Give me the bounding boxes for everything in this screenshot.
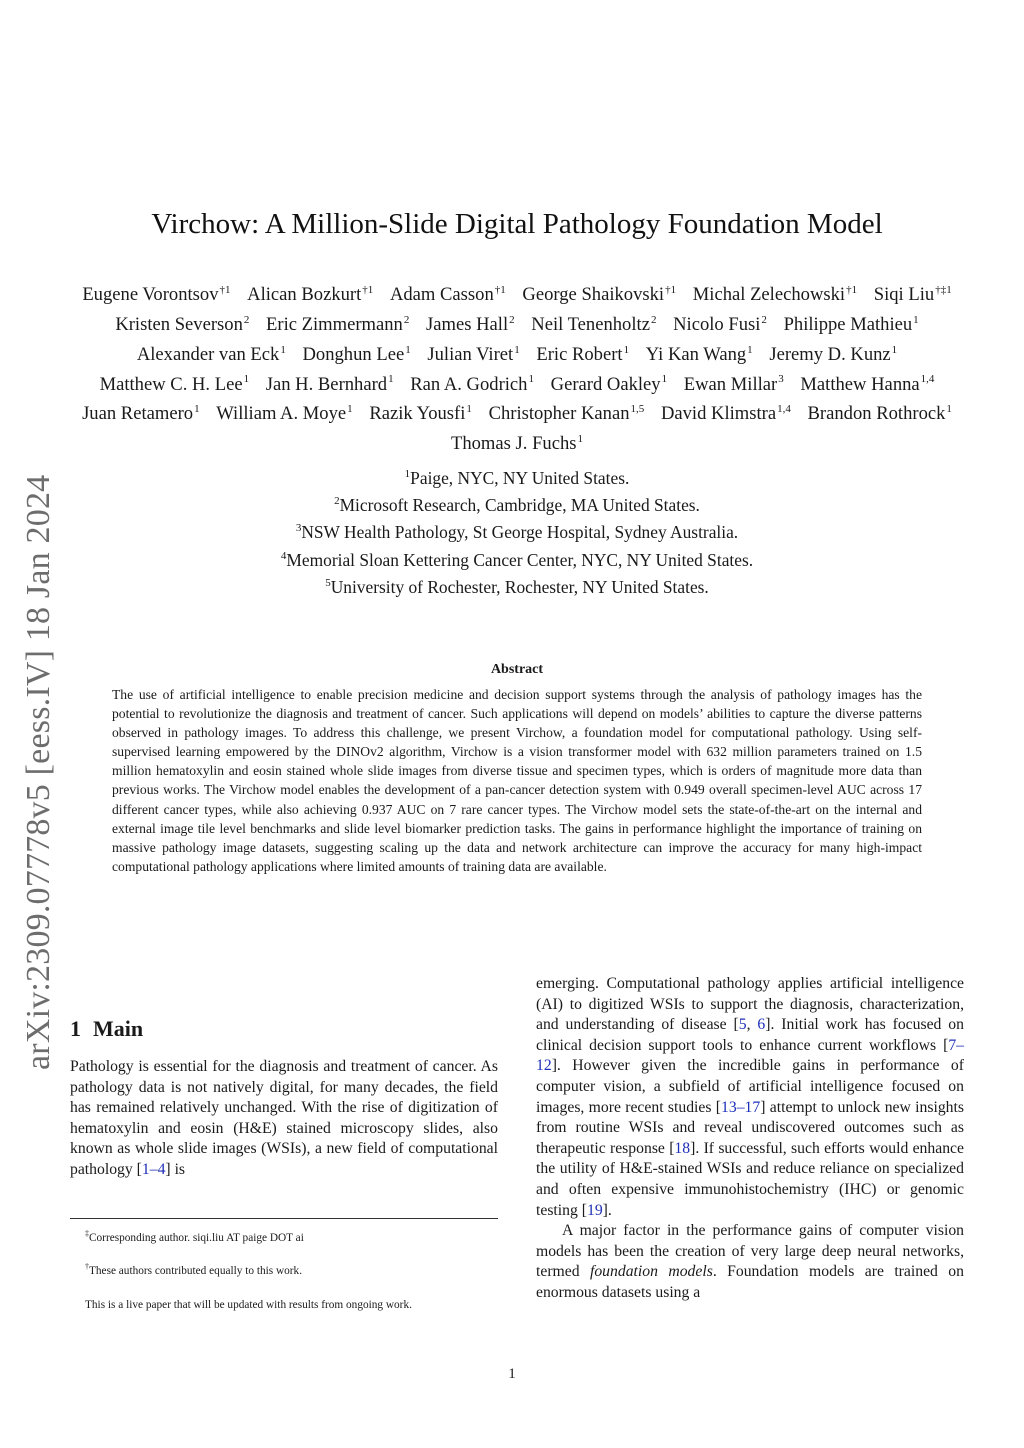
author-name	[100, 374, 250, 395]
author-list	[70, 278, 964, 457]
main-paragraph-3	[536, 1221, 964, 1303]
footnote-marker: ‡	[85, 1229, 89, 1238]
author-name-text: Juan Retamero	[82, 403, 194, 425]
author-name	[693, 284, 857, 305]
citation-link[interactable]: 18	[674, 1139, 691, 1157]
author-name-text: George Shaikovski	[522, 284, 665, 306]
author-name-text: Ewan Millar	[683, 373, 778, 395]
author-affiliation-marker: 1	[194, 403, 200, 416]
affiliation-marker: 3	[295, 522, 302, 535]
author-name-text: Brandon Rothrock	[807, 403, 946, 425]
author-name-text: Eugene Vorontsov	[82, 284, 219, 306]
section-number: 1	[70, 1016, 81, 1041]
author-affiliation-marker: 1	[280, 343, 286, 356]
author-affiliation-marker: 1	[405, 343, 411, 356]
author-affiliation-marker: 1	[577, 432, 583, 445]
author-affiliation-marker: 1,4	[920, 373, 935, 386]
author-name-text: Yi Kan Wang	[645, 343, 747, 365]
author-name-text: Donghun Lee	[302, 343, 405, 365]
paragraph-text: ,	[746, 1016, 758, 1034]
author-name	[684, 374, 784, 395]
author-affiliation-marker: 1	[661, 373, 668, 386]
affiliation-text: University of Rochester, Rochester, NY United States.	[330, 576, 709, 597]
author-name	[427, 344, 519, 365]
author-name	[536, 344, 629, 365]
author-affiliation-marker: 2	[243, 313, 250, 326]
author-name-text: Eric Zimmermann	[266, 313, 403, 335]
author-affiliation-marker: †1	[846, 284, 858, 296]
author-name	[266, 374, 394, 395]
author-name-text: Matthew Hanna	[800, 373, 920, 395]
author-name	[247, 284, 373, 305]
left-column	[70, 1057, 498, 1181]
affiliation-text: NSW Health Pathology, St George Hospital, Sydney Australia.	[301, 522, 739, 543]
author-name-text: Ran A. Godrich	[410, 373, 528, 395]
author-affiliation-marker: 1,4	[777, 403, 791, 416]
author-name	[82, 284, 230, 305]
abstract-text: The use of artificial intelligence to enable precision medicine and decision support systems through the analysis of pathology images has the potential to revolutionize the diagnosis and treatment of cancer. Such applications will depend on models’ abilities to capture the diverse patterns observed in pathology images. To address this challenge, we present Virchow, a foundation model for computational pathology. Using self-supervised learning empowered by the DINOv2 algorithm, Virchow is a vision transformer model with 632 million parameters trained on 1.5 million hematoxylin and eosin stained whole slide images from diverse tissue and specimen types, which is orders of magnitude more data than previous works. The Virchow model enables the development of a pan-cancer detection system with 0.949 overall specimen-level AUC across 17 different cancer types, while also achieving 0.937 AUC on 7 rare cancer types. The Virchow model sets the state-of-the-art on the internal and external image tile level benchmarks and slide level biomarker prediction tasks. The gains in performance highlight the importance of training on massive pathology image datasets, suggesting scaling up the data and network architecture can improve the accuracy for many high-impact computational pathology applications where limited amounts of training data are available.	[112, 687, 922, 874]
author-name-text: Philippe Mathieu	[783, 313, 913, 335]
citation-link[interactable]: 5	[738, 1016, 747, 1034]
author-name	[800, 374, 934, 395]
author-affiliation-marker: 1	[913, 313, 919, 326]
author-affiliation-marker: †‡1	[935, 284, 952, 296]
author-name-text: Neil Tenenholtz	[531, 313, 650, 335]
author-affiliation-marker: 1	[747, 343, 753, 356]
author-name-text: Christopher Kanan	[488, 403, 630, 425]
author-name	[531, 314, 656, 335]
author-name-text: Alican Bozkurt	[247, 284, 362, 306]
author-affiliation-marker: 1	[347, 403, 353, 416]
author-name	[115, 314, 249, 335]
author-affiliation-marker: 1	[528, 373, 534, 386]
author-name	[874, 284, 952, 305]
citation-link[interactable]: 1–4	[141, 1160, 166, 1178]
footnote-text: These authors contributed equally to this work.	[89, 1265, 303, 1278]
author-name-text: Siqi Liu	[873, 284, 935, 306]
author-affiliation-marker: 1	[946, 403, 952, 416]
author-name	[522, 284, 676, 305]
author-affiliation-marker: 1	[623, 343, 630, 356]
author-affiliation-marker: †1	[665, 284, 677, 296]
citation-link[interactable]: 6	[757, 1016, 766, 1034]
abstract-heading: Abstract	[490, 662, 544, 677]
author-name-text: James Hall	[426, 313, 509, 335]
author-affiliation-marker: 1	[891, 343, 898, 356]
right-column	[536, 974, 964, 1304]
author-name	[489, 403, 645, 424]
author-affiliation-marker: 2	[650, 313, 657, 326]
arxiv-stamp: arXiv:2309.07778v5 [eess.IV] 18 Jan 2024	[20, 474, 57, 1070]
affiliation-marker: 4	[280, 549, 287, 562]
author-name-text: Thomas J. Fuchs	[450, 433, 577, 455]
author-name	[82, 403, 200, 424]
author-name	[369, 403, 472, 424]
section-title: Main	[93, 1016, 144, 1041]
paragraph-text: ]. However given the incredible gains in performance of computer vision, a subfield of artificial intelligence focused on images, more recent studies [	[536, 1057, 964, 1116]
author-name-text: Eric Robert	[536, 343, 623, 365]
emphasized-term: foundation models	[589, 1263, 713, 1281]
paragraph-text: A major factor in the performance gains of computer vision models has been the creation of very large deep neural networks, termed	[536, 1222, 964, 1281]
author-affiliation-marker: 1	[466, 403, 472, 416]
section-heading	[70, 1016, 143, 1042]
affiliation-marker: 5	[325, 576, 331, 589]
author-name	[302, 344, 410, 365]
author-affiliation-marker: †1	[494, 284, 506, 296]
page-number: 1	[508, 1366, 516, 1382]
author-name-text: David Klimstra	[660, 403, 777, 425]
author-name	[266, 314, 409, 335]
affiliation-marker: 2	[334, 495, 340, 508]
affiliation-text: Microsoft Research, Cambridge, MA United States.	[339, 495, 700, 515]
author-affiliation-marker: 1	[514, 343, 520, 356]
paragraph-text: ]. If successful, such efforts would enhance the utility of H&E-stained WSIs and reduce reliance on specialized and often expensive immunohistochemistry (IHC) or genomic testing [	[536, 1139, 964, 1219]
author-name-text: Matthew C. H. Lee	[99, 373, 243, 395]
author-affiliation-marker: 3	[778, 373, 784, 386]
author-name-text: Gerard Oakley	[550, 373, 661, 395]
footnote-divider	[70, 1218, 498, 1219]
paragraph-text: ] attempt to unlock new insights from routine WSIs and reveal undiscovered outcomes such as therapeutic response [	[536, 1098, 964, 1157]
author-name	[410, 374, 534, 395]
author-name-text: Razik Yousfi	[369, 403, 466, 425]
author-affiliation-marker: 2	[761, 313, 767, 326]
main-paragraph-1	[70, 1057, 498, 1181]
author-name	[673, 314, 767, 335]
footnote-text: This is a live paper that will be updated with results from ongoing work.	[85, 1298, 412, 1311]
affiliation-text: Paige, NYC, NY United States.	[410, 467, 630, 488]
author-name-text: William A. Moye	[216, 403, 347, 425]
paragraph-text: emerging. Computational pathology applies artificial intelligence (AI) to digitized WSIs to support the diagnosis, characterization, and understanding of disease [	[536, 975, 964, 1034]
footnote	[70, 1294, 498, 1312]
author-name-text: Adam Casson	[389, 284, 494, 306]
author-name	[646, 344, 753, 365]
paragraph-text: ].	[602, 1201, 612, 1219]
paragraph-text: ]. Initial work has focused on clinical decision support tools to enhance current workflows [	[536, 1016, 964, 1054]
affiliation-line	[70, 463, 964, 490]
author-affiliation-marker: †1	[219, 284, 231, 296]
author-affiliation-marker: 1,5	[630, 403, 645, 416]
author-name	[390, 284, 506, 305]
affiliation-line	[70, 490, 964, 517]
affiliation-list	[70, 463, 964, 599]
author-name-text: Alexander van Eck	[136, 343, 280, 365]
citation-link[interactable]: 13–17	[721, 1098, 761, 1116]
author-name-text: Kristen Severson	[115, 313, 243, 335]
main-paragraph-2	[536, 974, 964, 1221]
author-affiliation-marker: 1	[243, 373, 250, 386]
author-name	[216, 403, 352, 424]
author-name-text: Michal Zelechowski	[692, 284, 846, 306]
citation-link[interactable]: 19	[586, 1201, 603, 1219]
author-affiliation-marker: 2	[509, 313, 515, 326]
author-name	[137, 344, 286, 365]
author-affiliation-marker: 2	[403, 313, 410, 326]
footnote	[70, 1260, 498, 1278]
author-name-text: Jeremy D. Kunz	[769, 343, 891, 365]
author-name	[661, 403, 791, 424]
author-name	[426, 314, 515, 335]
paragraph-text: Pathology is essential for the diagnosis and treatment of cancer. As pathology data is not natively digital, for many decades, the field has remained relatively unchanged. With the rise of digitization of hematoxylin and eosin (H&E) stained microscopy slides, also known as whole slide images (WSIs), a new field of computational pathology [	[70, 1058, 498, 1178]
author-name-text: Julian Viret	[427, 343, 514, 365]
author-name	[769, 344, 897, 365]
affiliation-text: Memorial Sloan Kettering Cancer Center, NYC, NY United States.	[286, 549, 754, 570]
footnote-text: Corresponding author. siqi.liu AT paige DOT ai	[89, 1231, 304, 1244]
author-name	[551, 374, 667, 395]
citation-link[interactable]: 7–12	[536, 1036, 964, 1075]
paragraph-text: . Foundation models are trained on enormous datasets using a	[536, 1263, 964, 1301]
footnote	[70, 1227, 498, 1245]
author-affiliation-marker: 1	[388, 373, 394, 386]
affiliation-line	[70, 517, 964, 544]
affiliation-marker: 1	[404, 468, 411, 480]
footnote-list	[70, 1227, 498, 1327]
author-affiliation-marker: †1	[362, 284, 374, 296]
paper-title: Virchow: A Million-Slide Digital Pathology Foundation Model	[151, 208, 883, 240]
author-name	[784, 314, 919, 335]
footnote-marker: †	[85, 1262, 89, 1272]
author-name-text: Nicolo Fusi	[673, 313, 761, 335]
affiliation-line	[70, 545, 964, 572]
author-name	[451, 433, 583, 454]
affiliation-line	[70, 572, 964, 599]
paragraph-text: ] is	[165, 1160, 186, 1178]
author-name	[808, 403, 952, 424]
author-name-text: Jan H. Bernhard	[265, 373, 388, 395]
